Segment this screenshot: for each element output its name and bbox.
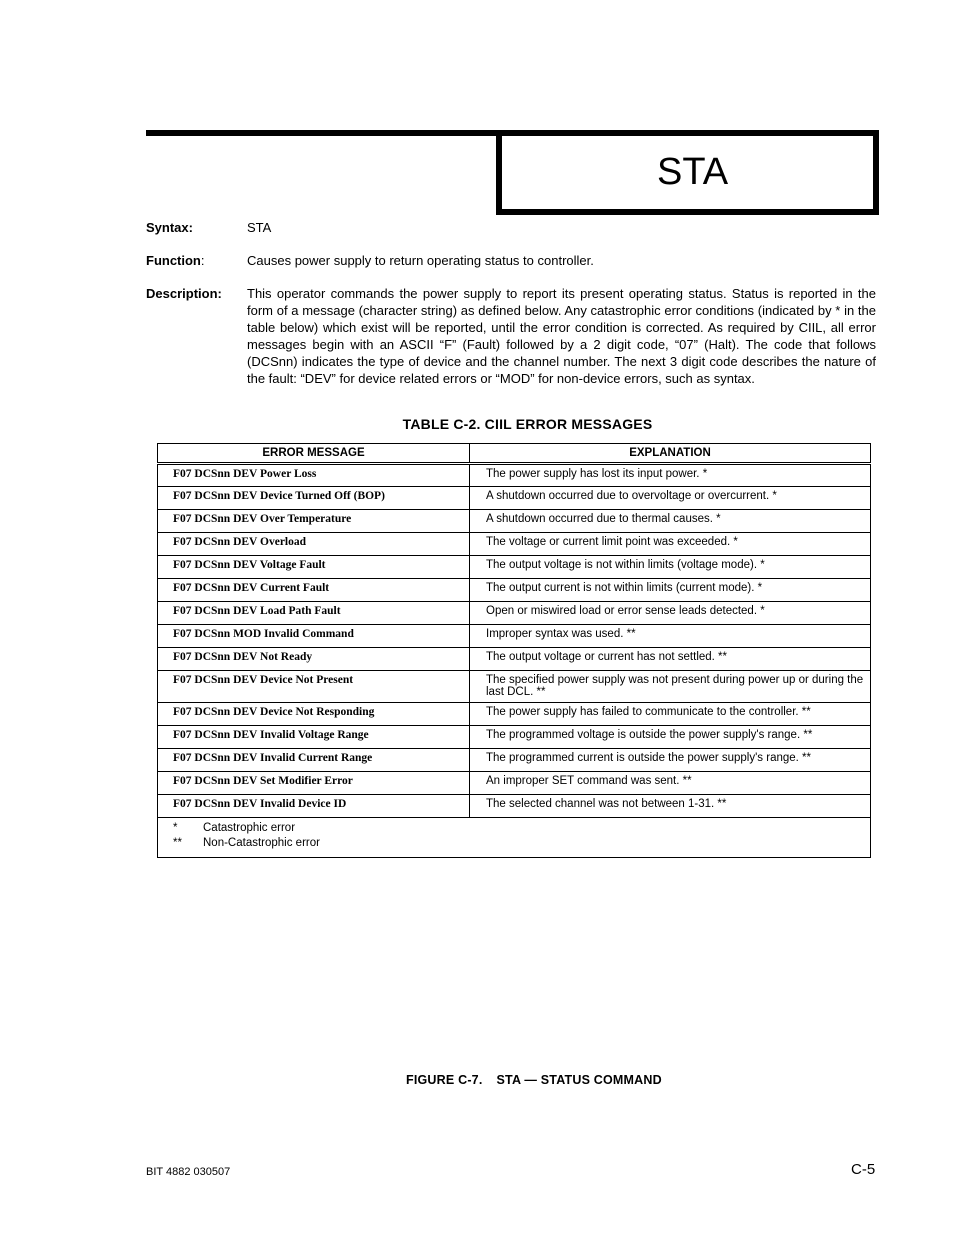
figure-number: FIGURE C-7. <box>406 1073 483 1087</box>
note-text: Non-Catastrophic error <box>203 837 320 849</box>
error-message-cell: F07 DCSnn DEV Invalid Voltage Range <box>158 726 470 749</box>
table-row <box>158 795 871 818</box>
explanation-cell: The output current is not within limits (current mode). * <box>470 579 871 602</box>
explanation-cell: Open or miswired load or error sense leads detected. * <box>470 602 871 625</box>
error-message-cell: F07 DCSnn DEV Voltage Fault <box>158 556 470 579</box>
table-row <box>158 671 871 703</box>
error-message-cell: F07 DCSnn DEV Load Path Fault <box>158 602 470 625</box>
error-table <box>157 443 871 858</box>
function-label <box>146 252 205 269</box>
table-row <box>158 533 871 556</box>
explanation-cell: The output voltage is not within limits (voltage mode). * <box>470 556 871 579</box>
error-message-cell: F07 DCSnn DEV Power Loss <box>158 464 470 487</box>
error-message-cell: F07 DCSnn DEV Not Ready <box>158 648 470 671</box>
explanation-cell: The specified power supply was not present during power up or during the last DCL. ** <box>470 671 871 703</box>
footer-doc-id: BIT 4882 030507 <box>146 1166 231 1178</box>
table-row <box>158 749 871 772</box>
error-message-cell: F07 DCSnn MOD Invalid Command <box>158 625 470 648</box>
error-message-cell: F07 DCSnn DEV Device Not Responding <box>158 703 470 726</box>
table-row <box>158 510 871 533</box>
table-notes-row <box>158 818 871 858</box>
description-label: Description: <box>146 286 222 301</box>
table-row <box>158 579 871 602</box>
explanation-cell: A shutdown occurred due to thermal causes. * <box>470 510 871 533</box>
function-label-text: Function <box>146 253 201 268</box>
note-mark: ** <box>173 837 182 849</box>
explanation-cell: The power supply has lost its input power. * <box>470 464 871 487</box>
error-message-cell: F07 DCSnn DEV Device Turned Off (BOP) <box>158 487 470 510</box>
explanation-cell: A shutdown occurred due to overvoltage or overcurrent. * <box>470 487 871 510</box>
table-notes <box>158 818 871 858</box>
table-header-row <box>158 444 871 464</box>
explanation-cell: The output voltage or current has not settled. ** <box>470 648 871 671</box>
error-message-cell: F07 DCSnn DEV Invalid Current Range <box>158 749 470 772</box>
explanation-cell: An improper SET command was sent. ** <box>470 772 871 795</box>
note-text: Catastrophic error <box>203 822 296 834</box>
table-row <box>158 648 871 671</box>
column-header-error-message: ERROR MESSAGE <box>158 444 470 464</box>
figure-caption <box>406 1073 662 1087</box>
note-line <box>173 821 864 836</box>
function-label-colon: : <box>200 253 205 268</box>
explanation-cell: The programmed current is outside the power supply's range. ** <box>470 749 871 772</box>
table-title: TABLE C-2. CIIL ERROR MESSAGES <box>402 416 653 432</box>
explanation-cell: The power supply has failed to communicate to the controller. ** <box>470 703 871 726</box>
table-row <box>158 703 871 726</box>
note-line <box>173 836 864 851</box>
explanation-cell: The programmed voltage is outside the power supply's range. ** <box>470 726 871 749</box>
explanation-cell: The voltage or current limit point was exceeded. * <box>470 533 871 556</box>
description-text: This operator commands the power supply to report its present operating status. Status is reported in the form of a message (character string) as defined below. Any catastrophic error conditions (indicated by * in the table below) which exist will be reported, until the error condition is corrected. As required by CIIL, all error messages begin with an ASCII “F” (Fault) followed by a 2 digit code, “07” (Halt). The code that follows (DCSnn) indicates the type of device and the channel number. The next 3 digit code describes the nature of the fault: “DEV” for device related errors or “MOD” for non-device errors, such as syntax. <box>247 286 876 386</box>
title-box <box>496 130 879 215</box>
table-row <box>158 726 871 749</box>
table-row <box>158 487 871 510</box>
explanation-cell: Improper syntax was used. ** <box>470 625 871 648</box>
table-row <box>158 464 871 487</box>
error-message-cell: F07 DCSnn DEV Overload <box>158 533 470 556</box>
error-message-cell: F07 DCSnn DEV Over Temperature <box>158 510 470 533</box>
figure-title: STA — STATUS COMMAND <box>496 1073 662 1087</box>
error-message-cell: F07 DCSnn DEV Set Modifier Error <box>158 772 470 795</box>
table-row <box>158 556 871 579</box>
error-message-cell: F07 DCSnn DEV Device Not Present <box>158 671 470 703</box>
column-header-explanation: EXPLANATION <box>470 444 871 464</box>
table-body <box>158 464 871 858</box>
table-row <box>158 602 871 625</box>
page-number: C-5 <box>851 1161 876 1178</box>
note-mark: * <box>173 822 178 834</box>
table-row <box>158 625 871 648</box>
syntax-value: STA <box>247 220 272 235</box>
syntax-label: Syntax: <box>146 220 193 235</box>
function-value: Causes power supply to return operating status to controller. <box>247 253 594 268</box>
error-message-cell: F07 DCSnn DEV Current Fault <box>158 579 470 602</box>
table-row <box>158 772 871 795</box>
error-message-cell: F07 DCSnn DEV Invalid Device ID <box>158 795 470 818</box>
page-title: STA <box>657 151 729 193</box>
explanation-cell: The selected channel was not between 1-31. ** <box>470 795 871 818</box>
